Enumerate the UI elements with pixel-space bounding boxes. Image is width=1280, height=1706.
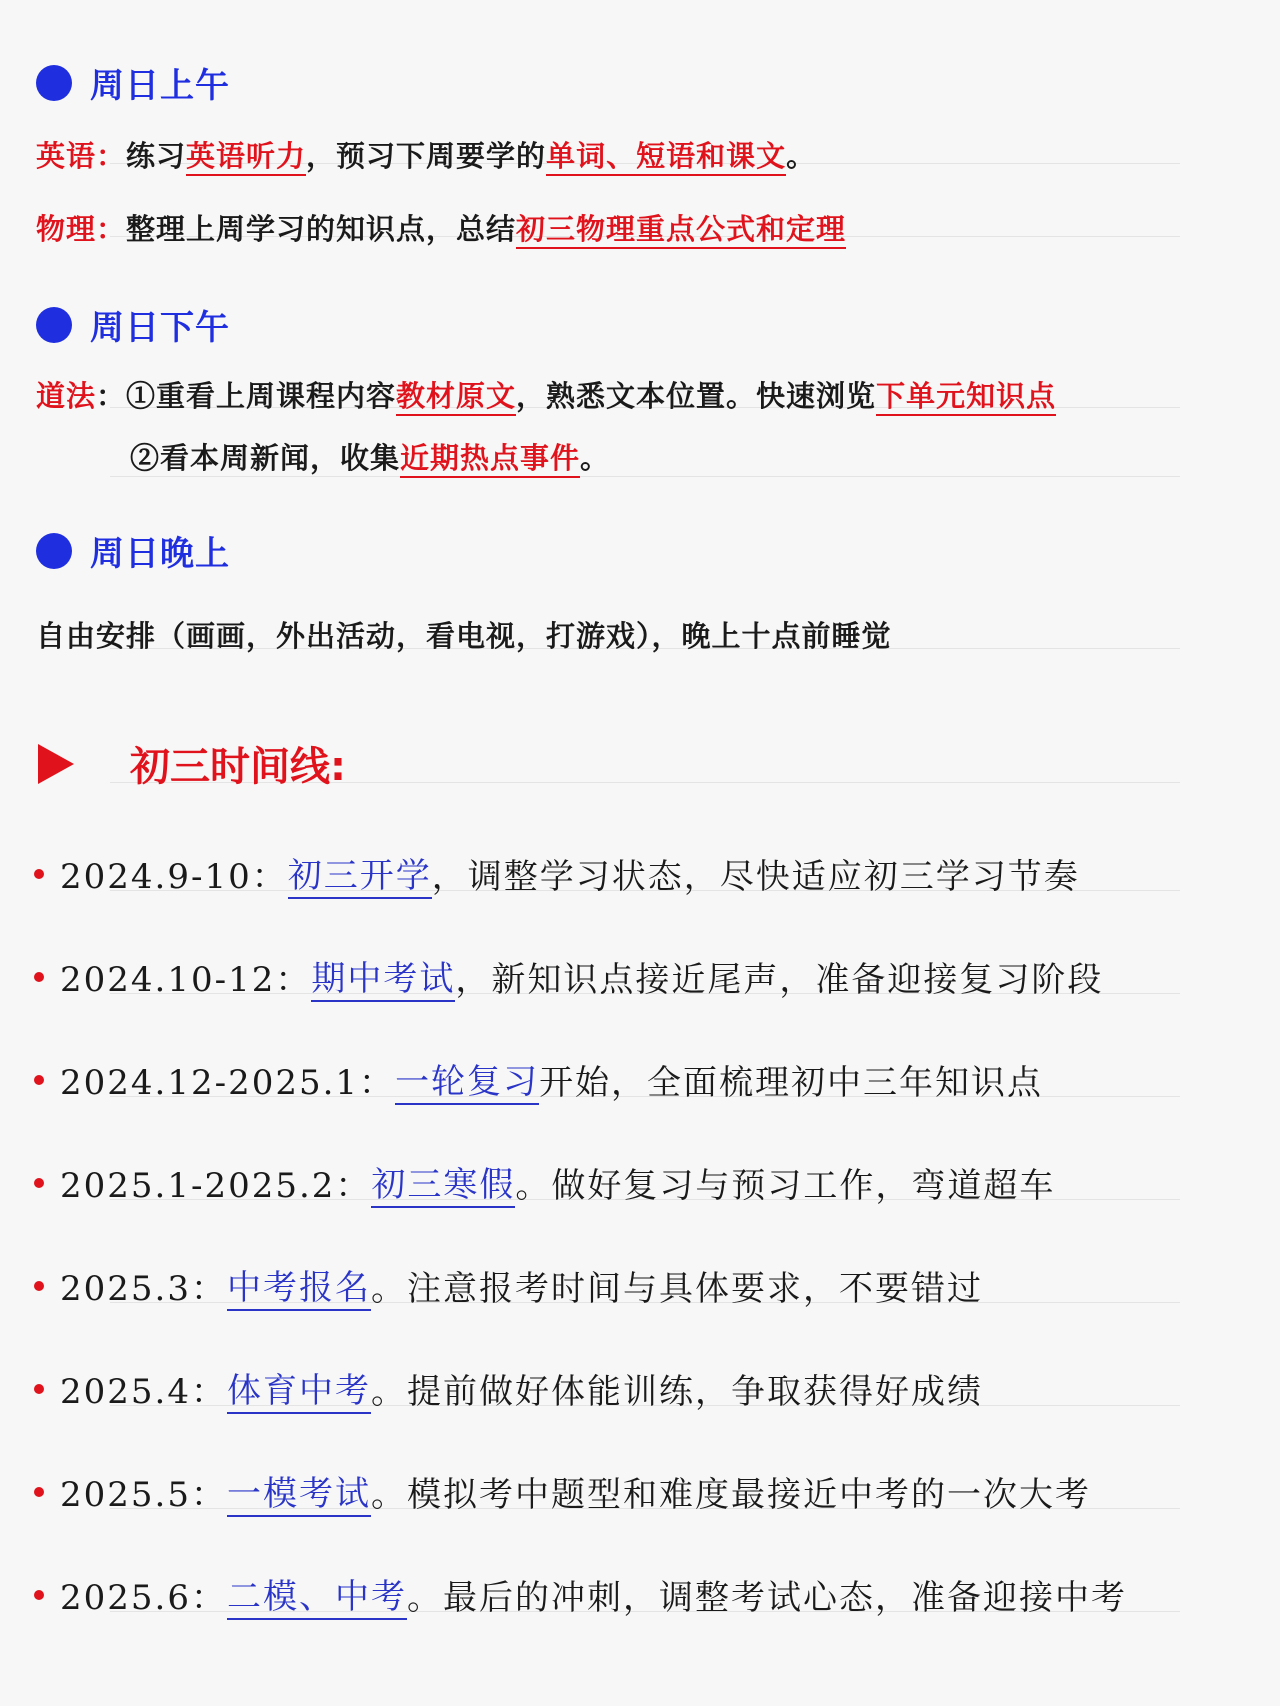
civics-line-2: [130, 436, 610, 477]
highlight-text: 初三物理重点公式和定理: [516, 212, 846, 249]
highlight-text: 英语听力: [186, 139, 306, 176]
line-text: ，预习下周要学的: [306, 139, 547, 173]
timeline-desc: 。提前做好体能训练，争取获得好成绩: [370, 1372, 983, 1412]
timeline-item: [34, 1054, 1043, 1105]
highlight-text: 下单元知识点: [876, 379, 1056, 416]
timeline-date: 2024.10-12：: [60, 960, 312, 1000]
timeline-event: 初三开学: [288, 848, 432, 899]
timeline-item: [34, 1569, 1127, 1620]
timeline-desc: 。模拟考中题型和难度最接近中考的一次大考: [370, 1475, 1091, 1515]
line-text: 。: [786, 139, 817, 173]
section-heading-morning: [36, 58, 230, 107]
section-title: 周日晚上: [90, 534, 230, 574]
line-text: ：①重看上周课程内容: [96, 379, 397, 413]
section-heading-afternoon: [36, 300, 230, 349]
line-text: ②看本周新闻，收集: [130, 441, 401, 475]
timeline-date: 2025.6：: [60, 1578, 227, 1618]
timeline-title: 初三时间线:: [130, 744, 346, 790]
timeline-desc: ，新知识点接近尾声，准备迎接复习阶段: [455, 960, 1104, 1000]
section-heading-evening: [36, 526, 230, 575]
subject-label: 英语：: [36, 139, 127, 173]
timeline-item: [34, 1157, 1055, 1208]
timeline-desc: 开始，全面梳理初中三年知识点: [539, 1063, 1044, 1103]
timeline-date: 2024.9-10：: [60, 857, 288, 897]
line-text: 整理上周学习的知识点，总结: [126, 212, 517, 246]
timeline-date: 2025.1-2025.2：: [60, 1166, 372, 1206]
timeline-desc: 。最后的冲刺，调整考试心态，准备迎接中考: [406, 1578, 1127, 1618]
bullet-dot-icon: [36, 307, 72, 343]
bullet-dot-icon: [34, 1384, 44, 1394]
bullet-dot-icon: [36, 533, 72, 569]
bullet-dot-icon: [34, 972, 44, 982]
timeline-item: [34, 848, 1080, 899]
timeline-date: 2025.5：: [60, 1475, 227, 1515]
highlight-text: 教材原文: [396, 379, 516, 416]
civics-line-1: [36, 374, 1056, 415]
timeline-item: [34, 951, 1103, 1002]
line-text: 自由安排（画画，外出活动，看电视，打游戏），晚上十点前睡觉: [36, 619, 892, 653]
timeline-event: 初三寒假: [371, 1157, 515, 1208]
bullet-dot-icon: [34, 1487, 44, 1497]
line-text: 。: [580, 441, 611, 475]
physics-line: [36, 207, 846, 248]
highlight-text: 单词、短语和课文: [546, 139, 786, 176]
timeline-event: 中考报名: [227, 1260, 371, 1311]
line-text: ，熟悉文本位置。快速浏览: [516, 379, 877, 413]
line-text: 练习: [126, 139, 187, 173]
evening-line: [36, 614, 892, 655]
bullet-dot-icon: [34, 1178, 44, 1188]
timeline-event: 体育中考: [227, 1363, 371, 1414]
timeline-date: 2025.3：: [60, 1269, 227, 1309]
english-line: [36, 134, 816, 175]
timeline-desc: 。做好复习与预习工作，弯道超车: [515, 1166, 1056, 1206]
timeline-item: [34, 1260, 983, 1311]
timeline-event: 一模考试: [227, 1466, 371, 1517]
timeline-item: [34, 1363, 983, 1414]
timeline-event: 期中考试: [311, 951, 455, 1002]
subject-label: 道法: [36, 379, 97, 413]
timeline-desc: 。注意报考时间与具体要求，不要错过: [370, 1269, 983, 1309]
timeline-item: [34, 1466, 1091, 1517]
section-title: 周日上午: [90, 66, 230, 106]
timeline-desc: ，调整学习状态，尽快适应初三学习节奏: [431, 857, 1080, 897]
timeline-date: 2024.12-2025.1：: [60, 1063, 396, 1103]
bullet-dot-icon: [34, 1590, 44, 1600]
play-arrow-icon: [38, 744, 74, 784]
timeline-heading: [38, 735, 346, 792]
bullet-dot-icon: [36, 65, 72, 101]
bullet-dot-icon: [34, 1075, 44, 1085]
subject-label: 物理：: [36, 212, 127, 246]
bullet-dot-icon: [34, 869, 44, 879]
highlight-text: 近期热点事件: [400, 441, 580, 478]
timeline-event: 一轮复习: [395, 1054, 539, 1105]
bullet-dot-icon: [34, 1281, 44, 1291]
section-title: 周日下午: [90, 308, 230, 348]
timeline-date: 2025.4：: [60, 1372, 227, 1412]
timeline-event: 二模、中考: [227, 1569, 407, 1620]
